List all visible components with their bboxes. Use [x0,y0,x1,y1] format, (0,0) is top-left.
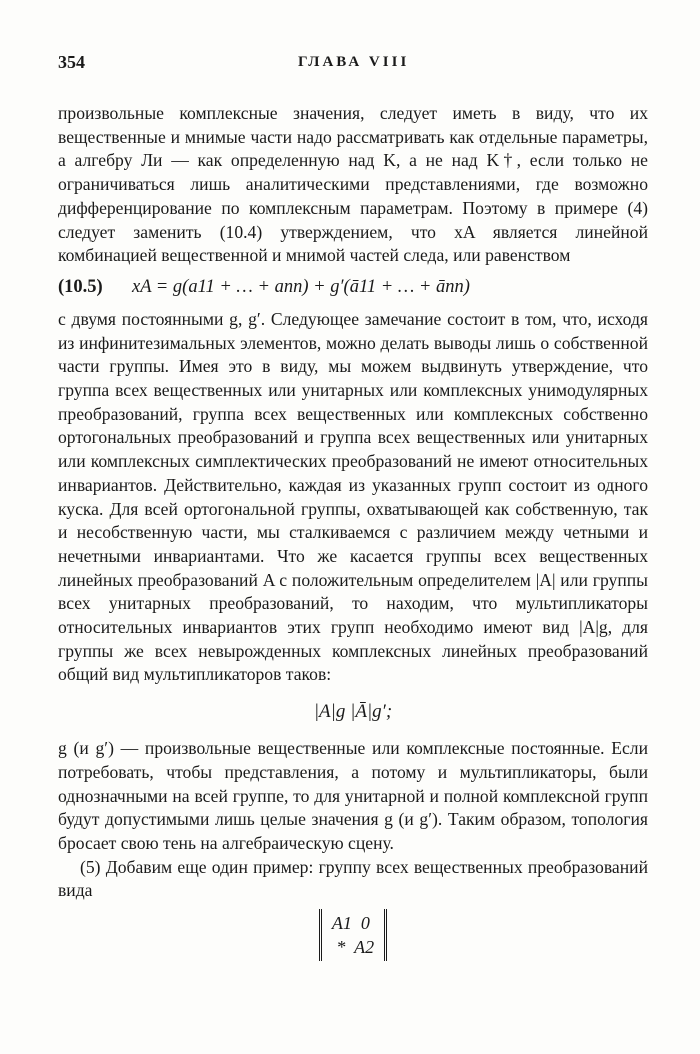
page-number: 354 [58,52,85,72]
paragraph-3: g (и g′) — произвольные вещественные или комплексные постоянные. Если потребовать, чтобы представления, а потому и мультипликаторы, были однозначными на всей группе, то для унитарной и полной комплексной групп будут допустимыми лишь целые значения g (и g′). Таким образом, топология бросает свою тень на алгебраическую сцену. [58,738,648,853]
page-header [58,52,648,78]
matrix-block [58,909,648,961]
equation-10-5 [58,268,648,308]
matrix-row-1: A1 0 [331,913,370,934]
block-matrix [319,909,387,961]
matrix-row-2: * A2 [331,937,375,958]
paragraph-4: (5) Добавим еще один пример: группу всех вещественных преобразований вида [58,856,648,901]
paragraph-1: произвольные комплексные значения, следует иметь в виду, что их вещественные и мнимые части надо рассматривать как отдельные параметры, а алгебру Ли — как определенную над K, а не над K†, если только не ограничиваться лишь аналитическими представлениями, где возможно дифференцирование по комплексным параметрам. Поэтому в примере (4) следует заменить (10.4) утверждением, что xA является линейной комбинацией вещественной и мнимой частей следа, или равенством [58,103,648,266]
paragraph-2: с двумя постоянными g, g′. Следующее замечание состоит в том, что, исходя из инфинитезимальных элементов, можно делать выводы лишь о собственной части группы. Имея это в виду, мы можем выдвинуть утверждение, что группа всех вещественных или унитарных или комплексных унимодулярных преобразований, группа всех вещественных или комплексных собственно ортогональных преобразований и группа всех вещественных или унитарных или комплексных симплектических преобразований не имеют относительных инвариантов. Действительно, каждая из указанных групп состоит из одного куска. Для всей ортогональной группы, охватывающей как собственную, так и несобственную части, мы сталкиваемся с различием между четными и нечетными инвариантами. Что же касается группы всех вещественных линейных преобразований A с положительным определителем |A| или группы всех унитарных преобразований, то находим, что мультипликаторы относительных инвариантов этих групп необходимо имеют вид |A|g, для группы же всех невырожденных комплексных линейных преобразований общий вид мультипликаторов таков: [58,308,648,685]
formula-multiplier: |A|g |Ā|g′; [313,701,393,723]
page [58,52,648,961]
equation-content: xA = g(a11 + … + ann) + g′(ā11 + … + ānn) [132,277,470,298]
chapter-title: ГЛАВА VIII [298,54,410,70]
body-text [58,102,648,961]
equation-number: (10.5) [58,277,103,298]
